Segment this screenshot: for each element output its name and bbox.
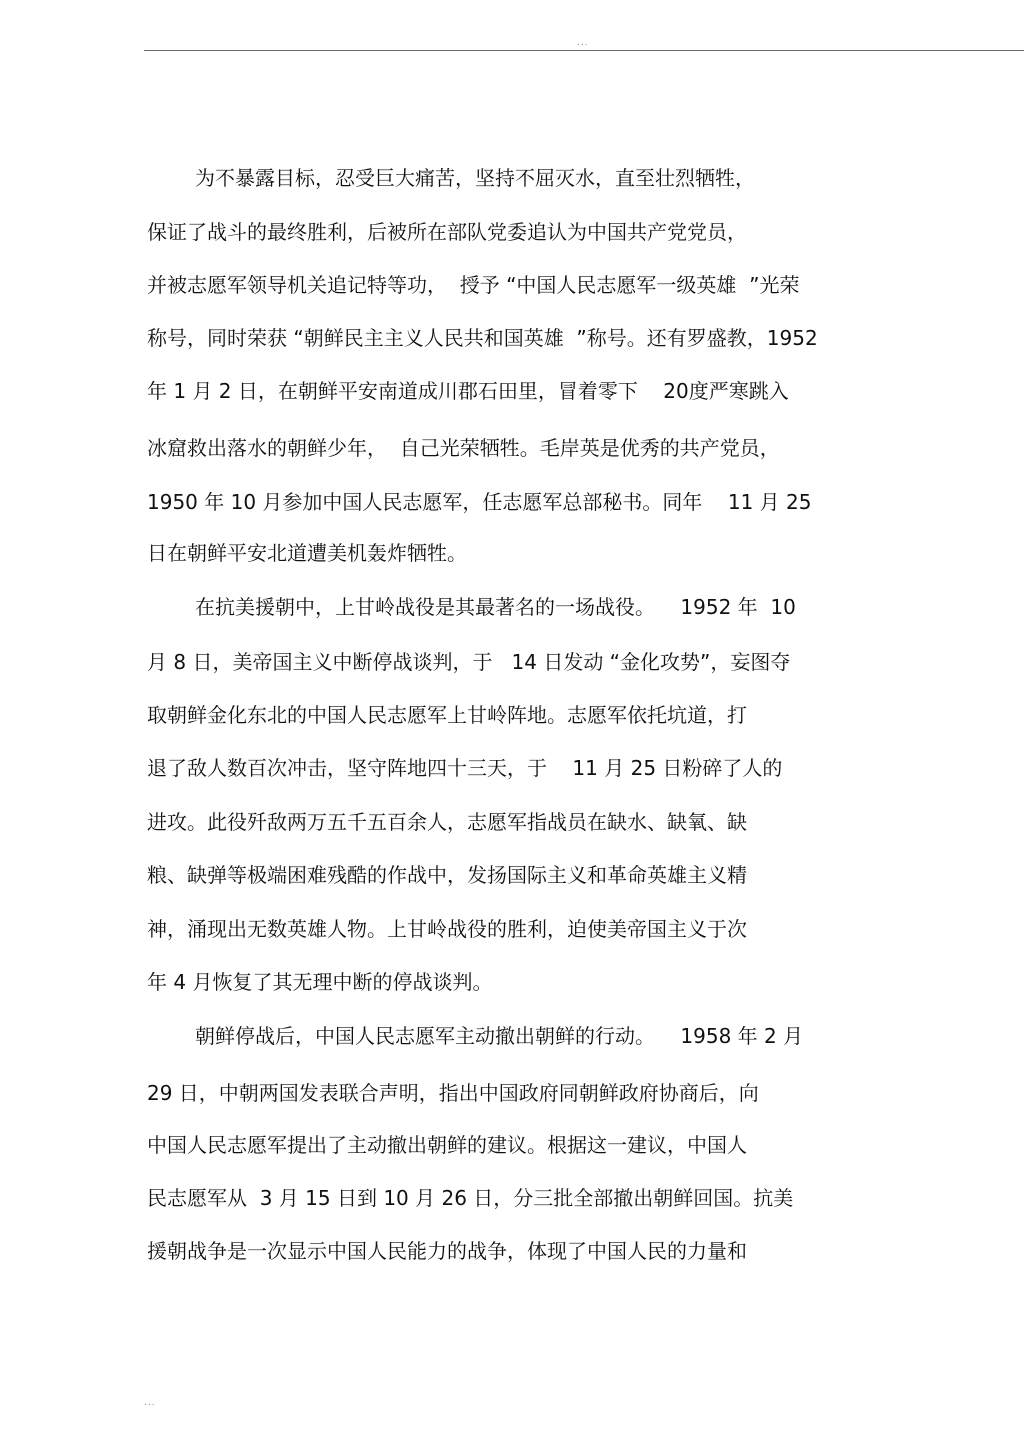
text-line: 民志愿军从 3 月 15 日到 10 月 26 日，分三批全部撤出朝鲜回国。抗美: [147, 1186, 794, 1210]
text-line: 神，涌现出无数英雄人物。上甘岭战役的胜利，迫使美帝国主义于次: [147, 917, 747, 941]
header-mark: ...: [577, 38, 589, 48]
text-line: 日在朝鲜平安北道遭美机轰炸牺牲。: [147, 541, 467, 565]
text-line: 称号，同时荣获 “朝鲜民主主义人民共和国英雄 ”称号。还有罗盛教，1952: [147, 326, 818, 350]
text-line: 29 日，中朝两国发表联合声明，指出中国政府同朝鲜政府协商后，向: [147, 1081, 759, 1105]
text-line: 取朝鲜金化东北的中国人民志愿军上甘岭阵地。志愿军依托坑道，打: [147, 703, 747, 727]
text-line: 援朝战争是一次显示中国人民能力的战争，体现了中国人民的力量和: [147, 1239, 747, 1263]
text-line: 保证了战斗的最终胜利，后被所在部队党委追认为中国共产党党员，: [147, 220, 747, 244]
text-line: 1950 年 10 月参加中国人民志愿军，任志愿军总部秘书。同年 11 月 25: [147, 490, 812, 514]
text-line: 为不暴露目标，忍受巨大痛苦，坚持不屈灭水，直至壮烈牺牲，: [195, 166, 755, 190]
text-line: 退了敌人数百次冲击，坚守阵地四十三天，于 11 月 25 日粉碎了人的: [147, 756, 783, 780]
text-line: 粮、缺弹等极端困难残酷的作战中，发扬国际主义和革命英雄主义精: [147, 863, 747, 887]
text-line: 朝鲜停战后，中国人民志愿军主动撤出朝鲜的行动。 1958 年 2 月: [195, 1024, 804, 1048]
text-line: 并被志愿军领导机关追记特等功， 授予 “中国人民志愿军一级英雄 ”光荣: [147, 273, 800, 297]
text-line: 年 4 月恢复了其无理中断的停战谈判。: [147, 970, 493, 994]
text-line: 在抗美援朝中，上甘岭战役是其最著名的一场战役。 1952 年 10: [195, 595, 796, 619]
text-line: 进攻。此役歼敌两万五千五百余人，志愿军指战员在缺水、缺氧、缺: [147, 810, 747, 834]
text-line: 冰窟救出落水的朝鲜少年， 自己光荣牺牲。毛岸英是优秀的共产党员，: [147, 436, 780, 460]
footer-mark: ...: [144, 1398, 156, 1408]
text-line: 中国人民志愿军提出了主动撤出朝鲜的建议。根据这一建议，中国人: [147, 1133, 747, 1157]
header-rule: [144, 50, 1024, 51]
text-line: 年 1 月 2 日，在朝鲜平安南道成川郡石田里，冒着零下 20度严寒跳入: [147, 379, 789, 403]
text-line: 月 8 日，美帝国主义中断停战谈判，于 14 日发动 “金化攻势”，妄图夺: [147, 650, 791, 674]
